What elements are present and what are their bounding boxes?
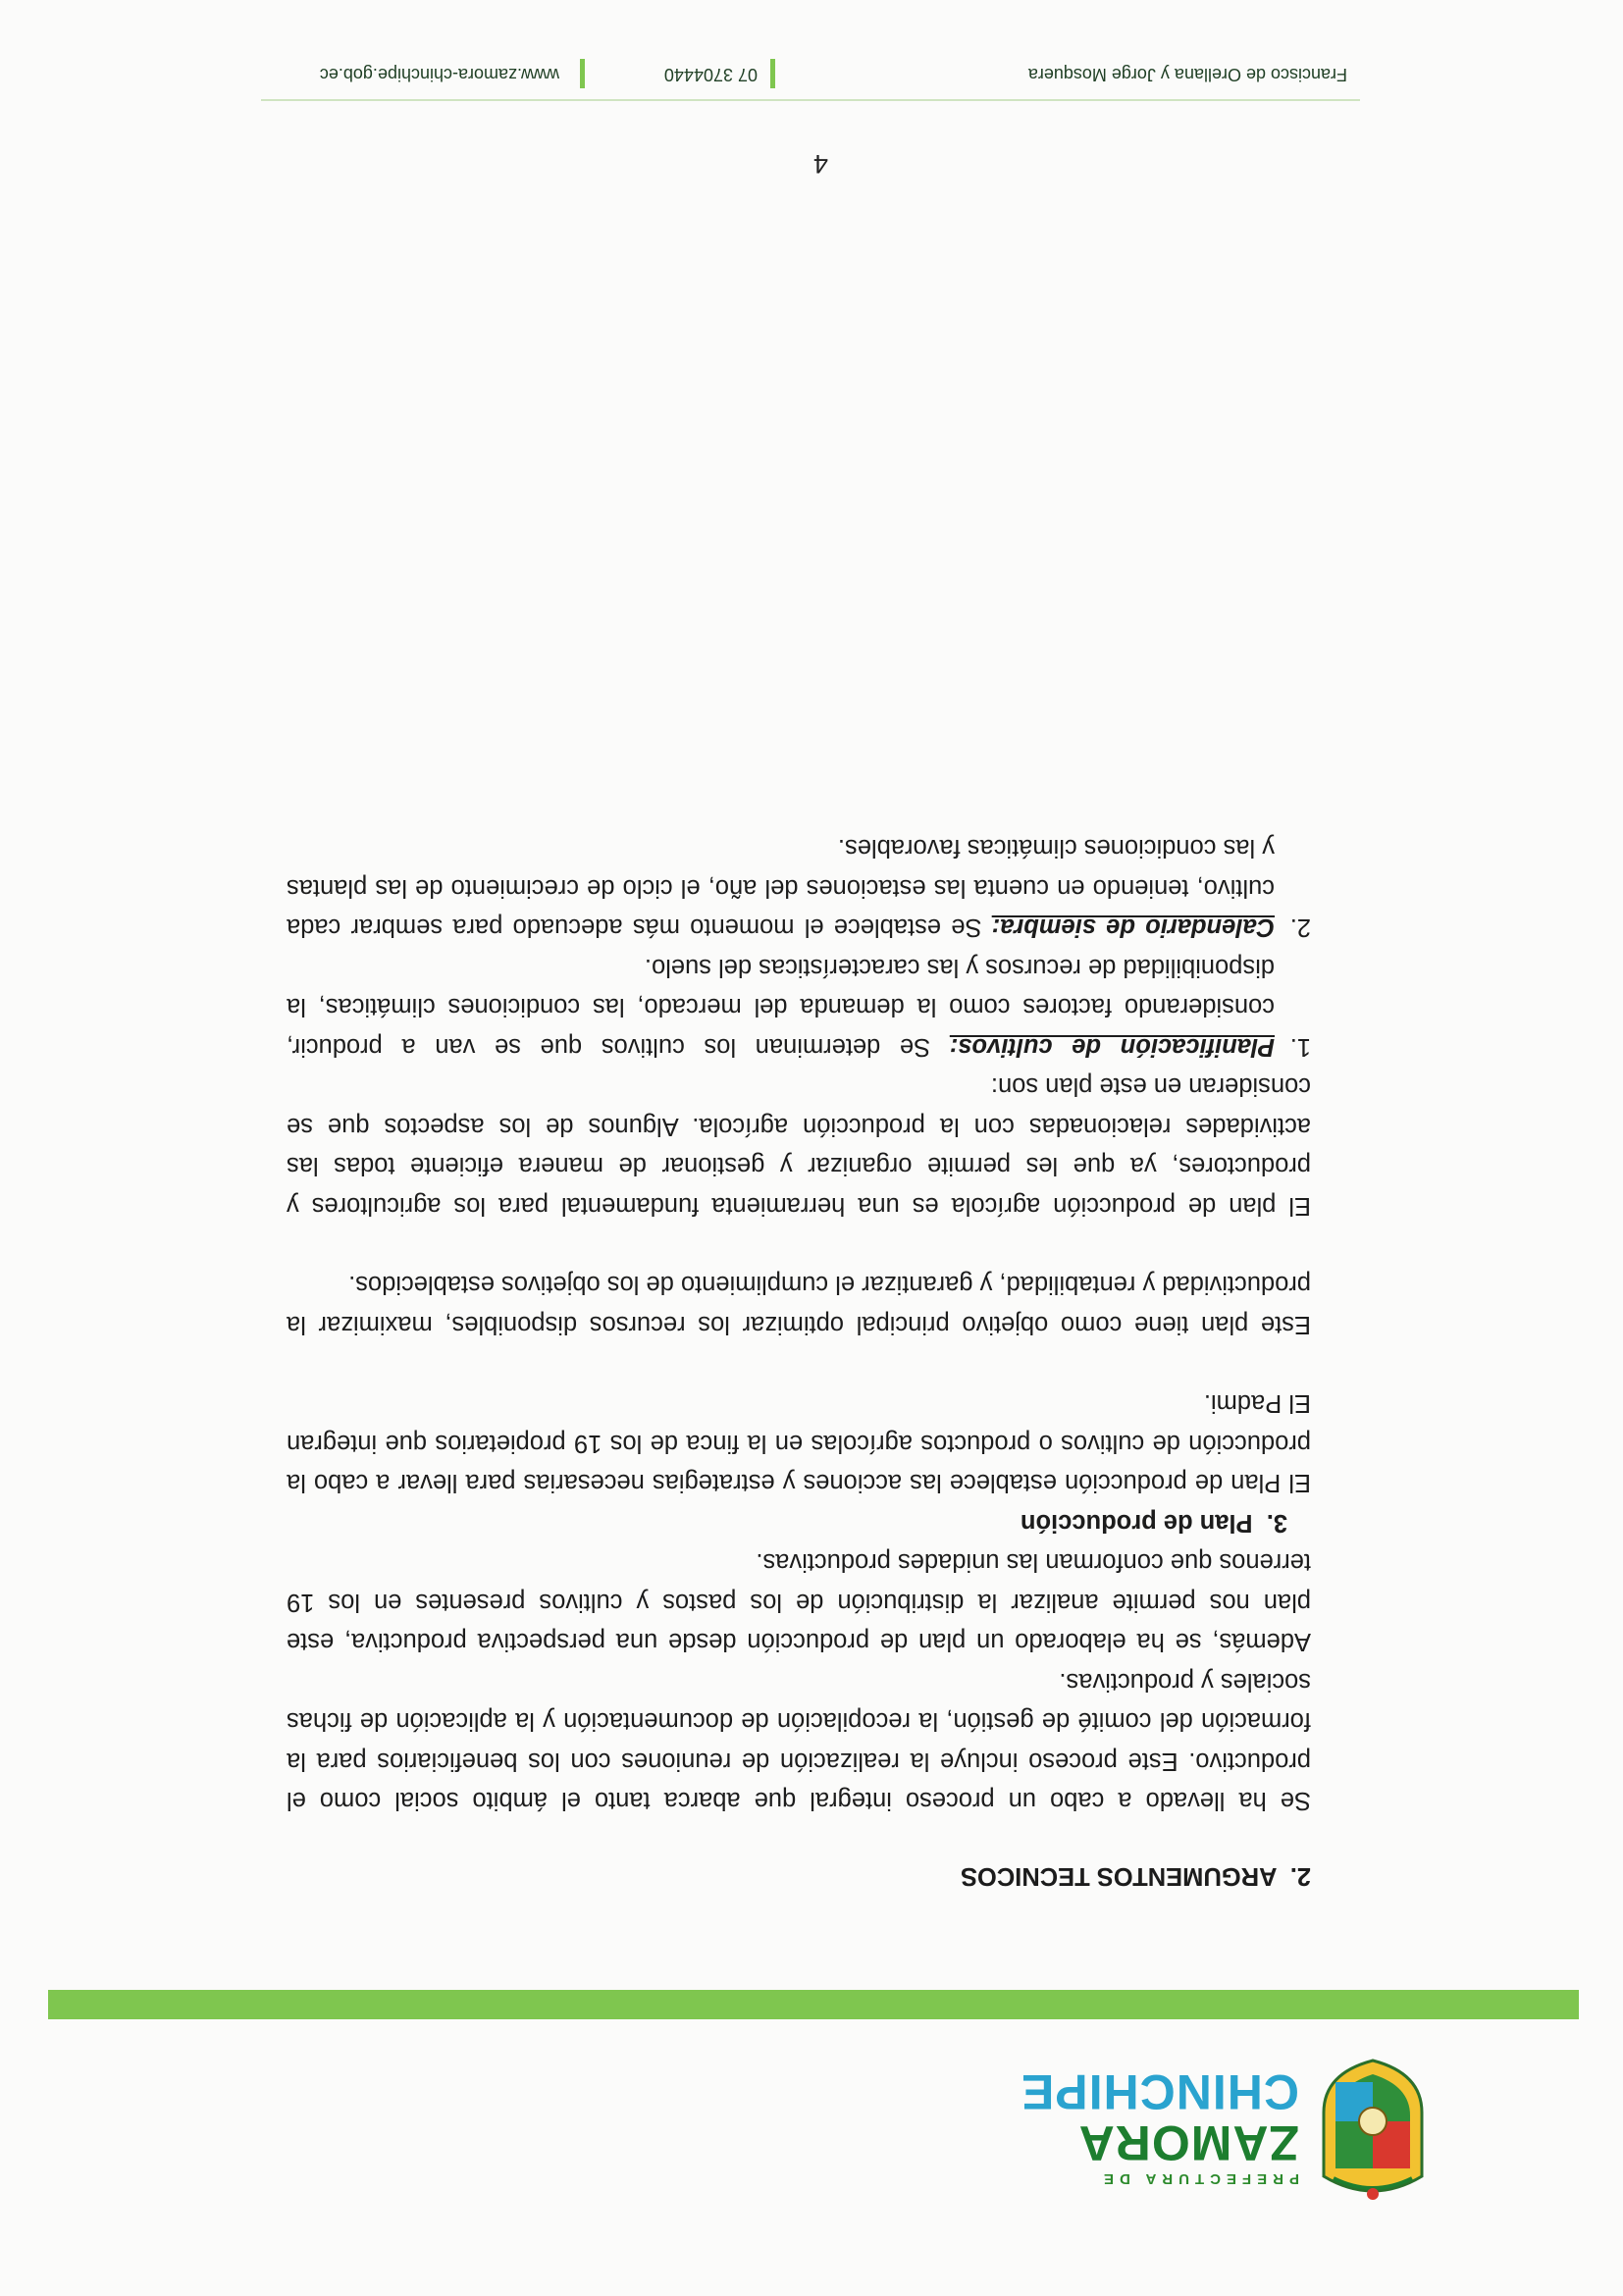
section-heading-2 [287,1856,1311,1897]
logo-title-line2: CHINCHIPE [1020,2064,1299,2119]
page-number: 4 [812,149,828,179]
footer-phone: 07 3704440 [663,65,758,84]
section-title: Plan de producción [1020,1509,1253,1537]
section-title: ARGUMENTOS TECNICOS [960,1862,1278,1890]
paragraph: Se ha llevado a cabo un proceso integral que abarca tanto el ámbito social como el productivo. Este proceso incluye la realización de reuniones con los beneficiarios para la formación del comité de gestión, la recopilación de documentación y la aplicación de fichas sociales y productivas. [287,1668,1311,1815]
paragraph: El Plan de producción establece las acciones y estrategias necesarias para llevar a cabo la producción de cultivos o productos agrícolas en la finca de los 19 propietarios que integran El Padmi. [287,1389,1311,1497]
footer [266,59,1347,88]
footer-address: Francisco de Orellana y Jorge Mosquera [1027,65,1347,84]
list-item-lead: Planificación de cultivos: [949,1033,1275,1061]
section-number: 3. [1266,1509,1287,1537]
footer-website: www.zamora-chinchipe.gob.ec [319,65,559,84]
list-item [287,948,1311,1068]
list-item-text: Se determinan los cultivos que se van a producir, considerando factores como la demanda del mercado, las condiciones climáticas, la disponibilidad de recursos y las características del suelo. [287,954,1275,1061]
logo-subtitle: PREFECTURA DE [1098,2170,1299,2187]
header-logo [745,2059,1432,2206]
logo-title-line1: ZAMORA [1077,2115,1299,2170]
section-heading-3 [287,1503,1311,1543]
paragraph: El plan de producción agrícola es una herramienta fundamental para los agricultores y productores, ya que les permite organizar y gestionar de manera eficiente todas las actividades relacionadas con la producción agrícola. Algunos de los aspectos que se consideran en este plan son: [287,1072,1311,1220]
list-item [287,828,1311,948]
paragraph: Además, se ha elaborado un plan de producción desde una perspectiva productiva, este plan nos permite analizar la distribución de los pastos y cultivos presentes en los 19 terrenos que conforman las unidades productivas. [287,1548,1311,1656]
list-item-text: Se establece el momento más adecuado para sembrar cada cultivo, teniendo en cuenta las estaciones del año, el ciclo de crecimiento de las plantas y las condiciones climáticas favorables. [287,834,1275,942]
header-bar [48,1990,1579,2019]
list-item-number: 2. [1289,913,1311,942]
document-body [287,828,1311,1896]
footer-separator [770,59,775,88]
paragraph: Este plan tiene como objetivo principal optimizar los recursos disponibles, maximizar la productividad y rentabilidad, y garantizar el cumplimiento de los objetivos establecidos. [287,1271,1311,1338]
footer-separator [580,59,585,88]
footer-divider [261,99,1360,101]
list-item-lead: Calendario de siembra: [991,913,1275,942]
list-item-number: 1. [1289,1033,1311,1061]
section-number: 2. [1289,1862,1311,1890]
coat-of-arms-icon [1314,2059,1432,2206]
